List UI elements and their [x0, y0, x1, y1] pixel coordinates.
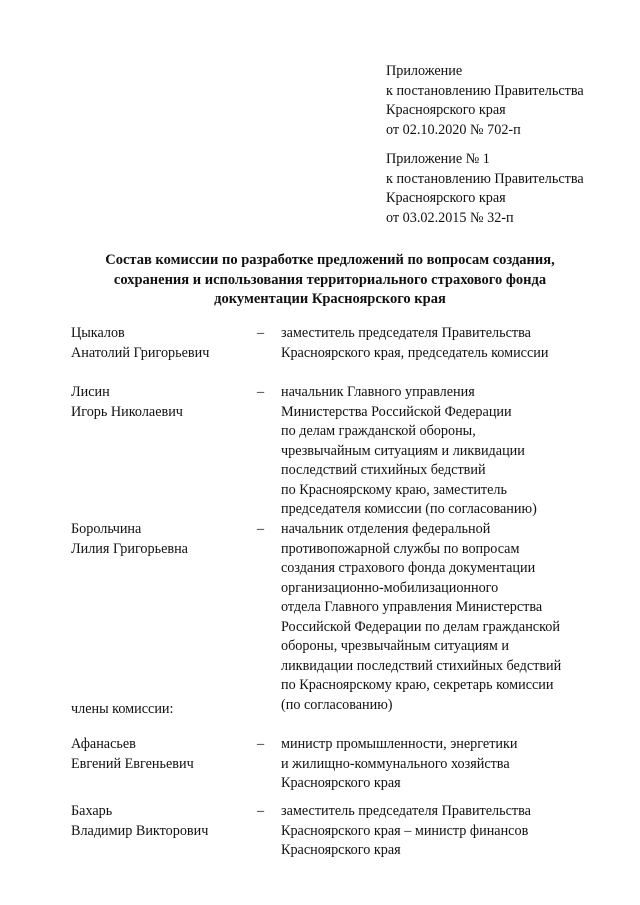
dash-separator: –	[257, 384, 265, 400]
member-name	[71, 324, 241, 363]
position-line: создания страхового фонда документации	[281, 560, 536, 576]
position-line: и жилищно-коммунального хозяйства	[281, 755, 510, 772]
position-line: председателя комиссии (по согласованию)	[281, 501, 537, 517]
position-line: (по согласованию)	[281, 696, 393, 713]
position-line: Красноярского края	[281, 775, 401, 791]
member-surname: Борольчина	[71, 521, 142, 537]
position-line: по делам гражданской обороны,	[281, 423, 476, 439]
position-line: начальник Главного управления	[281, 384, 475, 400]
position-line: заместитель председателя Правительства	[281, 325, 531, 341]
header-line: к постановлению Правительства	[386, 170, 584, 187]
member-surname: Афанасьев	[71, 736, 136, 752]
appendix-header-original	[386, 150, 631, 228]
dash-separator: –	[257, 736, 265, 752]
header-line: Красноярского края	[386, 102, 506, 118]
member-position	[281, 735, 631, 794]
dash-separator: –	[257, 521, 265, 537]
position-line: Красноярского края – министр финансов	[281, 822, 529, 839]
header-line: от 03.02.2015 № 32-п	[386, 209, 514, 226]
position-line: Красноярского края	[281, 842, 401, 858]
header-line: Приложение	[386, 63, 463, 79]
position-line: по Красноярскому краю, секретарь комиссии	[281, 677, 554, 693]
position-line: Российской Федерации по делам гражданской	[281, 618, 560, 635]
position-line: чрезвычайным ситуациям и ликвидации	[281, 442, 525, 459]
member-given-name: Анатолий Григорьевич	[71, 344, 210, 361]
member-given-name: Лилия Григорьевна	[71, 540, 188, 557]
position-line: начальник отделения федеральной	[281, 521, 491, 537]
position-line: министр промышленности, энергетики	[281, 736, 518, 752]
title-line: Состав комиссии по разработке предложений по вопросам создания,	[105, 252, 555, 268]
position-line: Министерства Российской Федерации	[281, 403, 512, 420]
title-line: документации Красноярского края	[214, 291, 446, 307]
title-line: сохранения и использования территориального страхового фонда	[113, 271, 547, 288]
position-line: отдела Главного управления Министерства	[281, 599, 543, 615]
appendix-header-current	[386, 62, 631, 140]
member-position	[281, 383, 631, 520]
member-position	[281, 802, 631, 861]
position-line: обороны, чрезвычайным ситуациям и	[281, 638, 509, 654]
member-position	[281, 324, 631, 363]
member-given-name: Владимир Викторович	[71, 822, 209, 839]
member-given-name: Игорь Николаевич	[71, 403, 183, 420]
position-line: противопожарной службы по вопросам	[281, 540, 520, 557]
member-surname: Лисин	[71, 384, 110, 400]
header-line: от 02.10.2020 № 702-п	[386, 121, 521, 138]
position-line: последствий стихийных бедствий	[281, 462, 486, 478]
members-section-label: члены комиссии:	[71, 701, 174, 717]
header-line: Красноярского края	[386, 190, 506, 206]
position-line: ликвидации последствий стихийных бедствий	[281, 657, 562, 674]
member-given-name: Евгений Евгеньевич	[71, 755, 194, 772]
member-name	[71, 802, 241, 841]
position-line: Красноярского края, председатель комиссии	[281, 344, 549, 361]
document-title	[60, 251, 600, 310]
member-surname: Цыкалов	[71, 325, 125, 341]
header-line: Приложение № 1	[386, 151, 490, 167]
position-line: заместитель председателя Правительства	[281, 803, 531, 819]
member-name	[71, 383, 241, 422]
member-surname: Бахарь	[71, 803, 113, 819]
dash-separator: –	[257, 803, 265, 819]
header-line: к постановлению Правительства	[386, 82, 584, 99]
member-name	[71, 735, 241, 774]
position-line: организационно-мобилизационного	[281, 579, 499, 596]
member-name	[71, 520, 241, 559]
member-position	[281, 520, 631, 715]
position-line: по Красноярскому краю, заместитель	[281, 481, 507, 498]
dash-separator: –	[257, 325, 265, 341]
